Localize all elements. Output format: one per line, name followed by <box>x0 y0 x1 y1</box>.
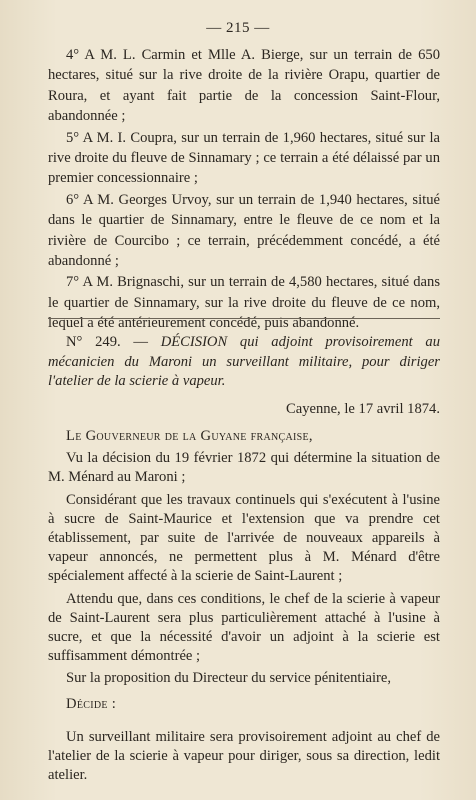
final-paragraph: Un surveillant militaire sera provisoirement adjoint au chef de l'atelier de la scierie à vapeur pour diriger, sous sa direction, ledit atelier. <box>48 728 440 784</box>
decision-body <box>48 427 440 788</box>
list-item: 7° A M. Brignaschi, sur un terrain de 4,580 hectares, situé dans le quartier de Sinnamary, sur la rive droite du fleuve de ce nom, lequel a été antérieurement concédé, puis abandonné. <box>48 274 440 332</box>
decision-number: N° 249. — <box>66 334 148 350</box>
decision-title: DÉCISION qui adjoint provisoirement au mécanicien du Maroni un surveillant militaire, pour diriger l'atelier de la scierie à vapeur. <box>48 334 440 390</box>
list-item: 4° A M. L. Carmin et Mlle A. Bierge, sur un terrain de 650 hectares, situé sur la rive droite de la rivière Orapu, quartier de Roura, et ayant fait partie de la concession Saint-Flour, abandonnée ; <box>48 47 440 125</box>
body-paragraph: Sur la proposition du Directeur du service pénitentiaire, <box>66 670 392 687</box>
date-line: Cayenne, le 17 avril 1874. <box>285 401 440 417</box>
section-divider <box>48 318 440 319</box>
decide-heading: Décide : <box>66 695 117 712</box>
concession-list <box>48 45 440 334</box>
body-paragraph: Attendu que, dans ces conditions, le chef de la scierie à vapeur de Saint-Laurent sera plus particulièrement attaché à l'usine à sucre, et que la nécessité d'avoir un adjoint à la scierie est suffisamment démontrée ; <box>48 590 440 665</box>
list-item: 6° A M. Georges Urvoy, sur un terrain de 1,940 hectares, situé dans le quartier de Sinnamary, entre le fleuve de ce nom et la rivière de Courcibo ; ce terrain, précédemment concédé, a été abandonné ; <box>48 191 440 270</box>
page-number: — 215 — <box>206 20 270 36</box>
body-paragraph: Vu la décision du 19 février 1872 qui détermine la situation de M. Ménard au Maroni ; <box>48 450 440 486</box>
gouverneur-line: Le Gouverneur de la Guyane française, <box>66 428 313 444</box>
body-paragraph: Considérant que les travaux continuels qui s'exécutent à l'usine à sucre de Saint-Maurice et l'extension que va prendre cet établissement, par suite de l'arrivée de nouveaux appareils à vapeur annoncés, ne permettent plus à M. Ménard d'être spécialement affecté à la scierie de Saint-Laurent ; <box>48 491 440 585</box>
decision-heading <box>48 333 440 392</box>
list-item: 5° A M. I. Coupra, sur un terrain de 1,960 hectares, situé sur la rive droite du fleuve de Sinnamary ; ce terrain a été délaissé par un premier concessionnaire ; <box>48 129 440 187</box>
